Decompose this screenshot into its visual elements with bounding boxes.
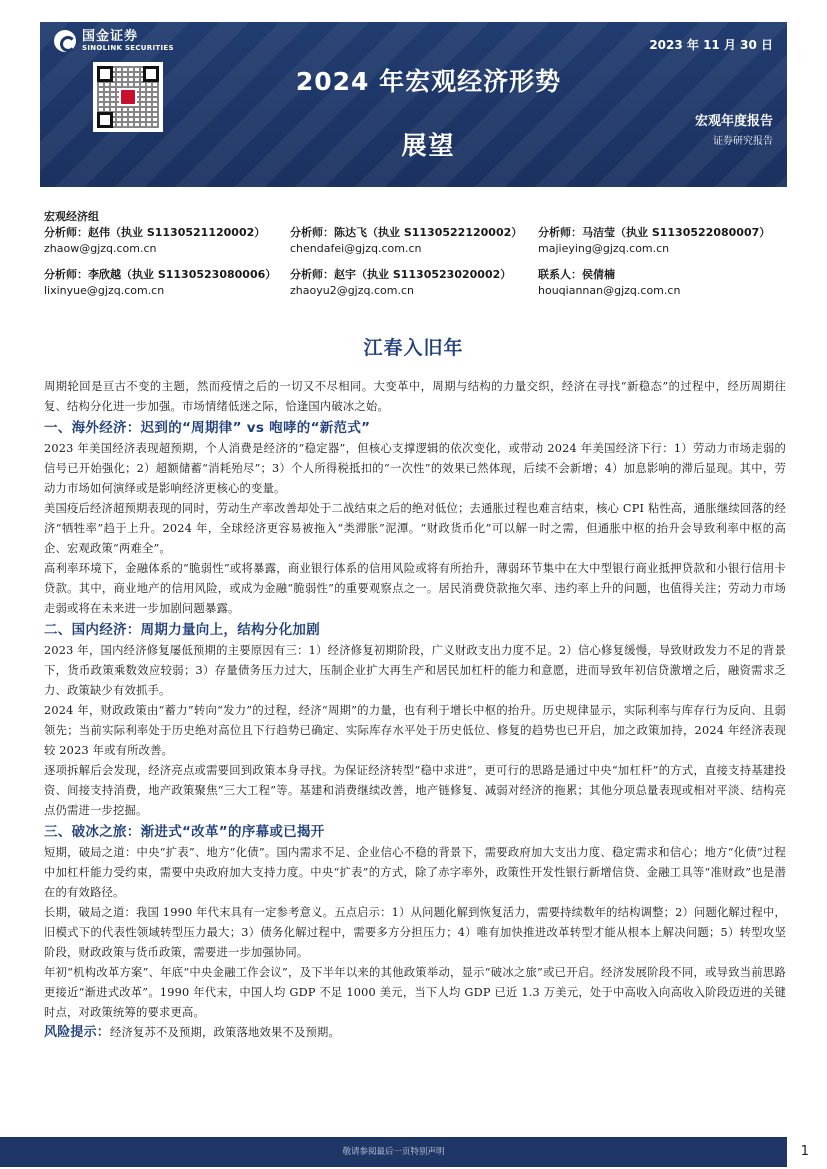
page-number: 1 (800, 1144, 809, 1159)
analyst-email[interactable]: zhaow@gjzq.com.cn (44, 242, 157, 255)
report-title-line1: 2024 年宏观经济形势 (295, 67, 562, 96)
analyst-entry (290, 225, 538, 257)
section-heading: 一、海外经济：迟到的“周期律” vs 咆哮的“新范式” (44, 420, 371, 436)
body-paragraph: 2023 年美国经济表现超预期，个人消费是经济的“稳定器”，但核心支撑逻辑的依次变化，或带动 2024 年美国经济下行：1）劳动力市场走弱的信号已开始强化；2）超额储蓄“消耗殆尽”；3）个人所得税抵扣的“一次性”的效果已然体现，后续不会新增；4）加息影响的滞后显现。其中，劳动力市场如何演绎或是影响经济更核心的变量。 (44, 442, 786, 495)
body-paragraph: 2024 年，财政政策由“蓄力”转向“发力”的过程，经济“周期”的力量，也有利于增长中枢的抬升。历史规律显示，实际利率与库存行为反向、且弱领先；当前实际利率处于历史绝对高位且下行趋势已确定、实际库存水平处于历史低位、修复的趋势也已开启，加之政策加持，2024 年经济表现较 2023 年或有所改善。 (44, 704, 786, 757)
analyst-email[interactable]: zhaoyu2@gjzq.com.cn (290, 284, 414, 297)
body-paragraph: 美国疫后经济超预期表现的同时，劳动生产率改善却处于二战结束之后的绝对低位；去通胀过程也难言结束，核心 CPI 粘性高，通胀继续回落的经济“牺牲率”趋于上升。2024 年，全球经济更容易被拖入“类滞胀”泥潭。“财政货币化”可以解一时之需，但通胀中枢的抬升会导致利率中枢的高企、宏观政策“两难全”。 (44, 502, 786, 555)
analyst-name: 分析师：赵伟（执业 S1130521120002） (44, 226, 266, 239)
analyst-name: 分析师：赵宇（执业 S1130523020002） (290, 268, 512, 281)
analyst-entry (44, 267, 290, 299)
analyst-entry (290, 267, 538, 299)
sinolink-logo-icon (54, 30, 76, 52)
logo-chinese-name: 国金证券 (82, 29, 139, 44)
contact-name: 联系人：侯倩楠 (538, 268, 615, 281)
footer-disclaimer[interactable]: 敬请参阅最后一页特别声明 (342, 1147, 445, 1157)
report-title-line2: 展望 (401, 131, 456, 160)
body-paragraph: 年初“机构改革方案”、年底“中央金融工作会议”，及下半年以来的其他政策举动，显示“破冰之旅”或已开启。经济发展阶段不同，或导致当前思路更接近“渐进式改革”。1990 年代末，中国人均 GDP 不足 1000 美元，当下人均 GDP 已近 1.3 万美元，处于中高收入向高收入阶段迈进的关键时点，对政策统筹的要求更高。 (44, 966, 786, 1019)
company-logo (54, 30, 174, 52)
analyst-entry (44, 225, 290, 257)
analyst-entry (538, 225, 784, 257)
logo-english-name: SINOLINK SECURITIES (82, 44, 174, 52)
analyst-email[interactable]: majieying@gjzq.com.cn (538, 242, 670, 255)
team-name: 宏观经济组 (44, 210, 99, 223)
risk-text: 经济复苏不及预期，政策落地效果不及预期。 (110, 1026, 340, 1039)
report-date: 2023 年 11 月 30 日 (649, 38, 773, 52)
risk-label: 风险提示： (44, 1025, 111, 1040)
body-paragraph: 逐项拆解后会发现，经济亮点或需要回到政策本身寻找。为保证经济转型“稳中求进”，更可行的思路是通过中央“加杠杆”的方式，直接支持基建投资、间接支持消费，地产政策聚焦“三大工程”等。基建和消费继续改善，地产链修复、减弱对经济的拖累；其他分项总量表现或相对平淡、结构亮点仍需进一步挖掘。 (44, 764, 786, 817)
analyst-name: 分析师：陈达飞（执业 S1130522120002） (290, 226, 523, 239)
intro-paragraph: 周期轮回是亘古不变的主题，然而疫情之后的一切又不尽相同。大变革中，周期与结构的力量交织，经济在寻找“新稳态”的过程中，经历周期往复、结构分化进一步加强。市场情绪低迷之际，恰逢国内破冰之始。 (44, 380, 786, 413)
analyst-name: 分析师：马洁莹（执业 S1130522080007） (538, 226, 771, 239)
contact-entry (538, 267, 784, 299)
risk-warning (44, 1023, 786, 1043)
body-paragraph: 2023 年，国内经济修复屡低预期的主要原因有三：1）经济修复初期阶段，广义财政支出力度不足。2）信心修复缓慢，导致财政发力不足的背景下，货币政策乘数效应较弱；3）存量债务压力过大，压制企业扩大再生产和居民加杠杆的能力和意愿，进而导致年初信贷激增之后，融资需求乏力、政策缺少有效抓手。 (44, 644, 786, 697)
section-heading: 二、国内经济：周期力量向上，结构分化加剧 (44, 622, 320, 638)
contact-email[interactable]: houqiannan@gjzq.com.cn (538, 284, 681, 297)
report-body (44, 377, 786, 1043)
report-category: 证券研究报告 (713, 136, 773, 147)
report-type: 宏观年度报告 (694, 114, 773, 129)
analyst-email[interactable]: chendafei@gjzq.com.cn (290, 242, 422, 255)
analyst-name: 分析师：李欣越（执业 S1130523080006） (44, 268, 277, 281)
section-heading: 三、破冰之旅：渐进式“改革”的序幕或已揭开 (44, 824, 325, 840)
report-header-banner (40, 22, 787, 187)
main-headline: 江春入旧年 (363, 337, 464, 359)
body-paragraph: 短期，破局之道：中央“扩表”、地方“化债”。国内需求不足、企业信心不稳的背景下，需要政府加大支出力度、稳定需求和信心；地方“化债”过程中加杠杆能力受约束，需要中央政府加大支持力度。中央“扩表”的方式，除了赤字率外，政策性开发性银行新增信贷、金融工具等“准财政”也是潜在的有效路径。 (44, 846, 786, 899)
analyst-block (44, 209, 784, 299)
analyst-email[interactable]: lixinyue@gjzq.com.cn (44, 284, 165, 297)
body-paragraph: 高利率环境下，金融体系的“脆弱性”或将暴露，商业银行体系的信用风险或将有所抬升，薄弱环节集中在大中型银行商业抵押贷款和小银行信用卡贷款。其中，商业地产的信用风险，或成为金融“脆弱性”的重要观察点之一。居民消费贷款拖欠率、违约率上升的问题，也值得关注；劳动力市场走弱或将在未来进一步加剧问题暴露。 (44, 562, 786, 615)
body-paragraph: 长期，破局之道：我国 1990 年代末具有一定参考意义。五点启示：1）从问题化解到恢复活力，需要持续数年的结构调整；2）问题化解过程中，旧模式下的代表性领域转型压力最大；3）债务化解过程中，需要多方分担压力；4）唯有加快推进改革转型才能从根本上解决问题；5）转型攻坚阶段，财政政策与货币政策，需要进一步加强协同。 (44, 906, 786, 959)
